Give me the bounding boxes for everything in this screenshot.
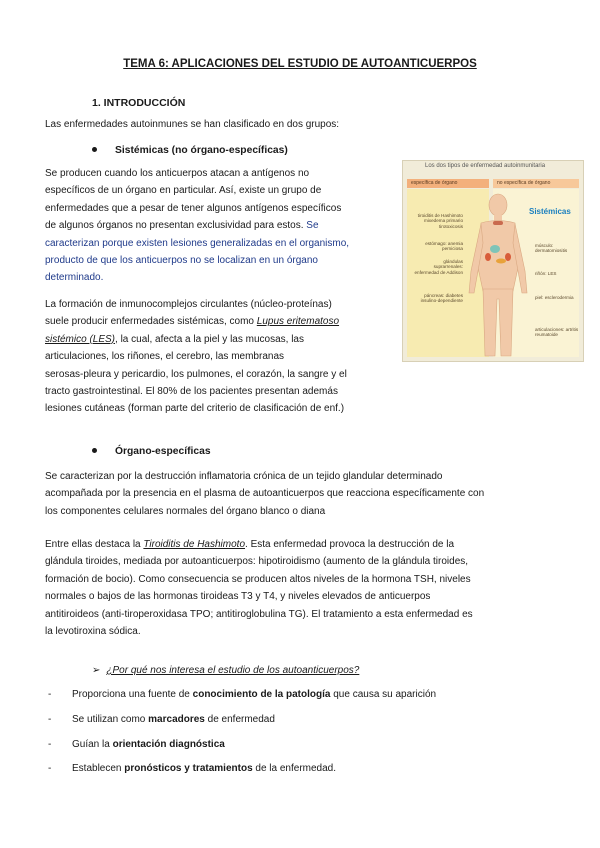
human-body-icon bbox=[463, 191, 533, 359]
figure-right-label-4: articulaciones: artritis reumatoide bbox=[535, 327, 579, 338]
figure-left-label-1: tiroiditis de Hashimoto mixedema primario tirotoxicosis bbox=[417, 213, 463, 229]
figure-left-label-2: estómago: anemia perniciosa bbox=[425, 241, 463, 252]
sistemicas-paragraph: Se producen cuando los anticuerpos atacan a antígenos no específicos de un órgano en particular. Así, existe un grupo de enfermedades que a pesar de tener algunos antígenos específicos de algunos órganos no presentan exclusividad para estos. Se caracterizan porque existen lesiones generalizadas en el organismo, producto de que los anticuerpos no se localizan en un órgano determinado. bbox=[45, 168, 350, 284]
sistemicas-paragraph-2: La formación de inmunocomplejos circulantes (núcleo-proteínas) suele producir enfermedades sistémicas, como Lupus eritematoso sistémico (LES), la cual, afecta a la piel y las mucosas, las articulaciones, los riñones, el cerebro, las membranas serosas-pleura y pericardio, los pulmones, el corazón, la sangre y el tracto gastrointestinal. El 80% de los pacientes presentan además lesiones cutáneas (forman parte del criterio de clasificación de enf.) bbox=[45, 299, 347, 415]
figure-right-label-3: piel: esclerodermia bbox=[535, 295, 574, 300]
figure-left-header: específica de órgano bbox=[407, 179, 489, 188]
dash-icon: - bbox=[48, 714, 52, 725]
intro-text: Las enfermedades autoinmunes se han clasificado en dos grupos: bbox=[45, 119, 340, 130]
bullet-dot-icon bbox=[92, 448, 97, 453]
dash-icon: - bbox=[48, 689, 52, 700]
figure-right-label-2: riñón: LES bbox=[535, 271, 557, 276]
dash-icon: - bbox=[48, 763, 52, 774]
bullet-dot-icon bbox=[92, 147, 97, 152]
list-item: - Proporciona una fuente de conocimiento de la patología que causa su aparición bbox=[48, 689, 437, 700]
list-item: - Se utilizan como marcadores de enfermedad bbox=[48, 714, 275, 725]
list-item: - Guían la orientación diagnóstica bbox=[48, 739, 225, 750]
question-line: ➢ ¿Por qué nos interesa el estudio de los autoanticuerpos? bbox=[92, 665, 360, 676]
figure-right-header: no específica de órgano bbox=[493, 179, 579, 188]
figure-right-label-1: músculo: dermatomiositis bbox=[535, 243, 568, 254]
arrow-icon: ➢ bbox=[92, 665, 101, 676]
figure-label-sistemicas: Sistémicas bbox=[529, 207, 571, 216]
dash-icon: - bbox=[48, 739, 52, 750]
figure-left-label-4: páncreas: diabetes insulino-dependiente bbox=[420, 293, 463, 304]
organo-paragraph: Se caracterizan por la destrucción inflamatoria crónica de un tejido glandular determinado acompañada por la presencia en el plasma de autoanticuerpos que reacciona específicamente con los componentes celulares normales del órgano blanco o diana bbox=[45, 471, 485, 517]
list-item: - Establecen pronósticos y tratamientos de la enfermedad. bbox=[48, 763, 337, 774]
hashimoto-paragraph: Entre ellas destaca la Tiroiditis de Hashimoto. Esta enfermedad provoca la destrucción de la glándula tiroides, mediada por autoanticuerpos: hipotiroidismo (aumento de la glándula tiroides, formación de bocio). Como consecuencia se producen altos niveles de la hormona TSH, niveles normales o bajos de las hormonas tiroideas T3 y T4, y niveles elevados de anticuerpos antitiroideos (anti-tiroperoxidasa TPO; antitiroglobulina TG). El tratamiento a esta enfermedad es la levotiroxina sódica. bbox=[45, 539, 473, 638]
figure-left-label-3: glándulas suprarrenales: enfermedad de Addison bbox=[414, 259, 463, 275]
page-title: TEMA 6: APLICACIONES DEL ESTUDIO DE AUTOANTICUERPOS bbox=[123, 58, 477, 70]
organo-heading: Órgano-específicas bbox=[92, 446, 211, 457]
section-heading-introduccion: 1. INTRODUCCIÓN bbox=[92, 97, 186, 109]
figure-caption: Los dos tipos de enfermedad autoinmunitaria bbox=[425, 163, 546, 169]
autoimmune-figure bbox=[402, 160, 584, 362]
sistemicas-heading: Sistémicas (no órgano-específicas) bbox=[92, 145, 288, 156]
